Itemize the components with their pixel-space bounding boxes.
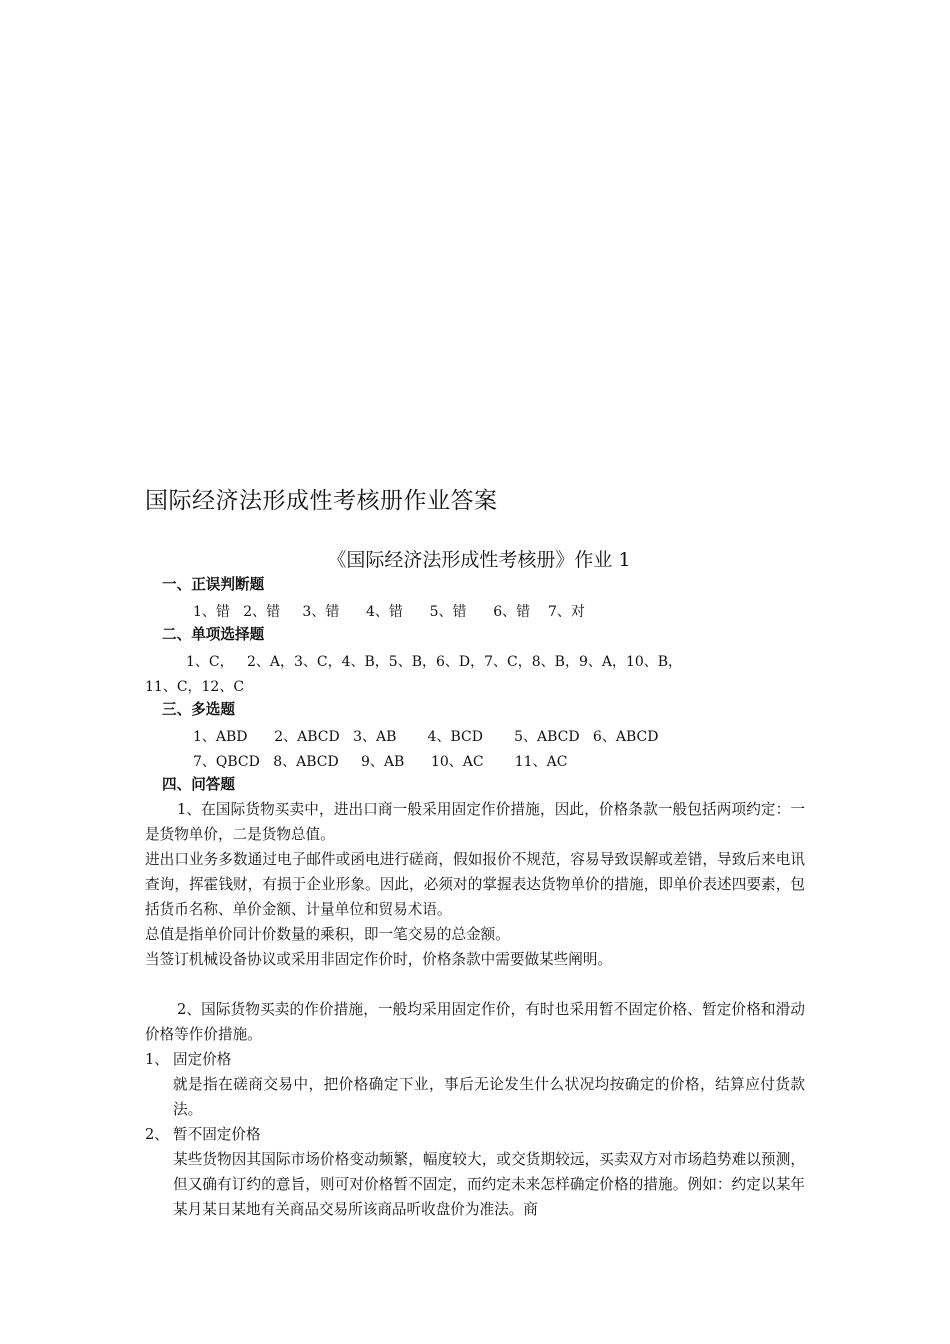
q1-paragraph-1: 1、在国际货物买卖中，进出口商一般采用固定作价措施，因此，价格条款一般包括两项约定：一是货物单价，二是货物总值。 xyxy=(145,801,805,843)
section3-heading: 三、多选题 xyxy=(162,701,235,718)
q1-paragraph-3: 总值是指单价同计价数量的乘积，即一笔交易的总金额。 xyxy=(145,926,510,943)
section1-answers: 1、错 2、错 3、错 4、错 5、错 6、错 7、对 xyxy=(193,604,585,620)
q2-item1-text: 就是指在磋商交易中，把价格确定下业，事后无论发生什么状况均按确定的价格，结算应付货款法。 xyxy=(173,1076,805,1118)
q2-item2-text: 某些货物因其国际市场价格变动频繁，幅度较大，或交货期较远，买卖双方对市场趋势难以预测，但又确有订约的意旨，则可对价格暂不固定，而约定未来怎样确定价格的措施。例如：约定以某年某月某日某地有关商品交易所该商品听收盘价为准法。商 xyxy=(173,1151,805,1218)
document-title: 国际经济法形成性考核册作业答案 xyxy=(145,488,498,514)
homework-title: 《国际经济法形成性考核册》作业 1 xyxy=(327,549,631,571)
section3-answers-line1: 1、ABD 2、ABCD 3、AB 4、BCD 5、ABCD 6、ABCD xyxy=(193,729,659,745)
q2-item2-title: 暂不固定价格 xyxy=(173,1126,261,1143)
q2-paragraph-1: 2、国际货物买卖的作价措施，一般均采用固定作价，有时也采用暂不固定价格、暂定价格和滑动价格等作价措施。 xyxy=(145,1001,805,1043)
q2-item1-number: 1、 xyxy=(145,1051,169,1068)
q2-item1-title: 固定价格 xyxy=(173,1051,232,1068)
q1-paragraph-4: 当签订机械设备协议或采用非固定作价时，价格条款中需要做某些阐明。 xyxy=(145,951,613,968)
section2-heading: 二、单项选择题 xyxy=(162,626,265,643)
q1-paragraph-2: 进出口业务多数通过电子邮件或函电进行磋商，假如报价不规范，容易导致误解或差错，导致后来电讯查询，挥霍钱财，有损于企业形象。因此，必须对的掌握表达货物单价的措施，即单价表述四要素，包括货币名称、单价金额、计量单位和贸易术语。 xyxy=(145,851,805,918)
q2-item2-number: 2、 xyxy=(145,1126,169,1143)
section3-answers-line2: 7、QBCD 8、ABCD 9、AB 10、AC 11、AC xyxy=(193,754,568,770)
section4-heading: 四、问答题 xyxy=(162,776,235,793)
section2-answers-line1: 1、C， 2、A，3、C，4、B，5、B，6、D，7、C，8、B，9、A，10、B， xyxy=(186,654,683,670)
section2-answers-line2: 11、C，12、C xyxy=(145,679,245,695)
section1-heading: 一、正误判断题 xyxy=(162,576,265,593)
